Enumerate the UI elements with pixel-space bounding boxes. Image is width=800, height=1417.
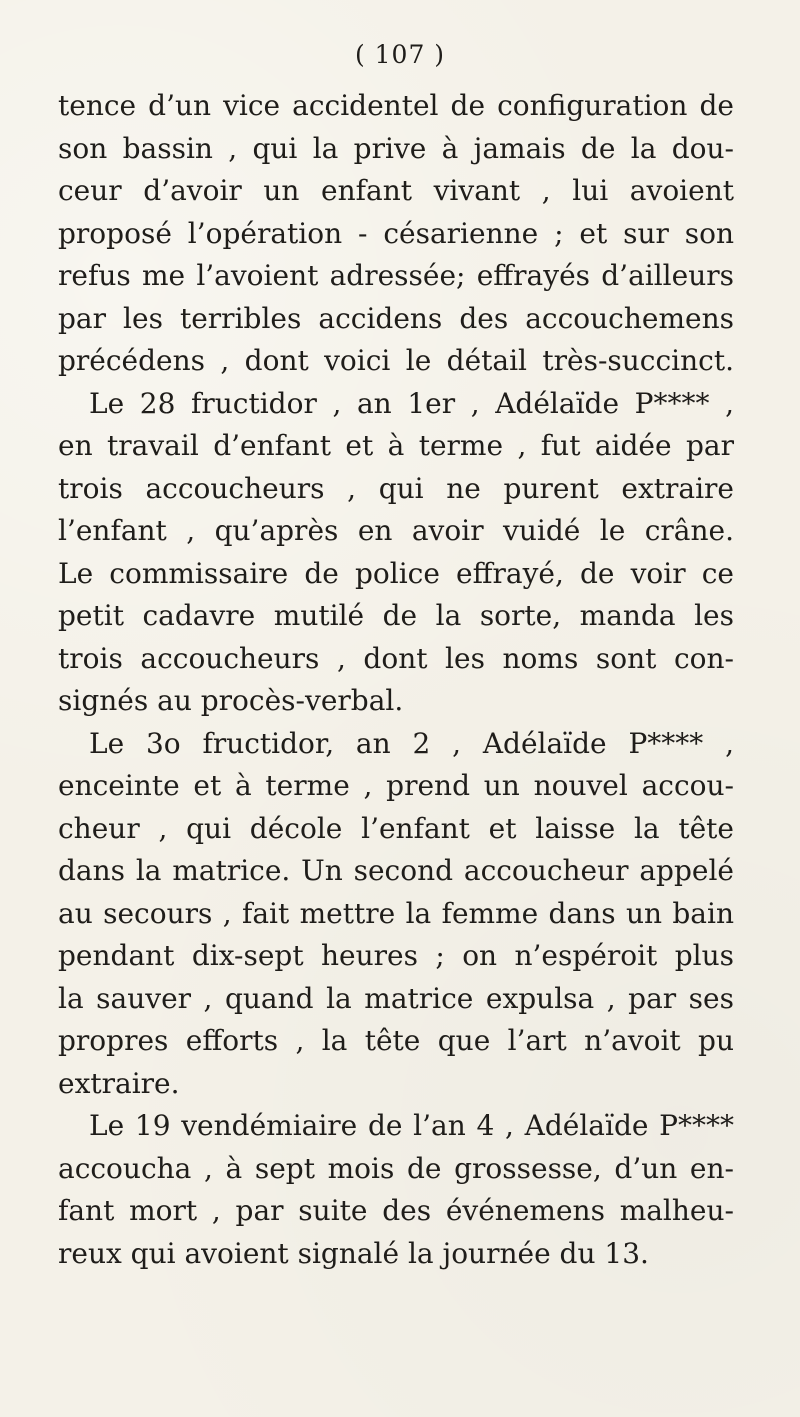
text-line: petit cadavre mutilé de la sorte, manda les bbox=[58, 599, 734, 632]
text-line: Le 19 vendémiaire de l’an 4 , Adélaïde P**** bbox=[89, 1109, 734, 1142]
text-line: refus me l’avoient adressée; effrayés d’ailleurs bbox=[58, 259, 734, 292]
text-line: propres efforts , la tête que l’art n’avoit pu bbox=[58, 1024, 734, 1057]
text-line: tence d’un vice accidentel de configuration de bbox=[58, 89, 734, 122]
text-line: accoucha , à sept mois de grossesse, d’un en- bbox=[58, 1151, 734, 1185]
text-line: précédens , dont voici le détail très-succinct. bbox=[58, 344, 734, 377]
text-line: l’enfant , qu’après en avoir vuidé le crâne. bbox=[58, 514, 734, 547]
text-line: trois accoucheurs , qui ne purent extraire bbox=[58, 471, 734, 505]
text-line: en travail d’enfant et à terme , fut aidée par bbox=[58, 429, 734, 462]
text-line: son bassin , qui la prive à jamais de la dou- bbox=[58, 131, 734, 165]
text-line: reux qui avoient signalé la journée du 13. bbox=[58, 1236, 649, 1270]
text-line: dans la matrice. Un second accoucheur appelé bbox=[58, 854, 734, 887]
text-line: Le 28 fructidor , an 1er , Adélaïde P**** , bbox=[89, 386, 734, 420]
text-line: ceur d’avoir un enfant vivant , lui avoient bbox=[58, 174, 734, 207]
page-text bbox=[58, 85, 734, 1275]
text-line: cheur , qui décole l’enfant et laisse la tête bbox=[58, 811, 734, 845]
text-line: signés au procès-verbal. bbox=[58, 684, 404, 717]
text-line: Le commissaire de police effrayé, de voir ce bbox=[58, 556, 734, 590]
text-line: pendant dix-sept heures ; on n’espéroit plus bbox=[58, 939, 734, 972]
text-line: proposé l’opération - césarienne ; et sur son bbox=[58, 216, 734, 250]
text-line: fant mort , par suite des événemens malheu- bbox=[58, 1194, 734, 1227]
text-line: extraire. bbox=[58, 1066, 180, 1100]
text-line: par les terribles accidens des accouchemens bbox=[58, 301, 734, 335]
text-line: Le 3o fructidor, an 2 , Adélaïde P**** , bbox=[89, 726, 734, 760]
text-line: trois accoucheurs , dont les noms sont con- bbox=[58, 641, 734, 675]
text-line: enceinte et à terme , prend un nouvel accou- bbox=[58, 769, 734, 802]
page-number: ( 107 ) bbox=[354, 40, 446, 69]
text-line: au secours , fait mettre la femme dans un bain bbox=[58, 896, 734, 930]
text-line: la sauver , quand la matrice expulsa , par ses bbox=[58, 981, 734, 1015]
